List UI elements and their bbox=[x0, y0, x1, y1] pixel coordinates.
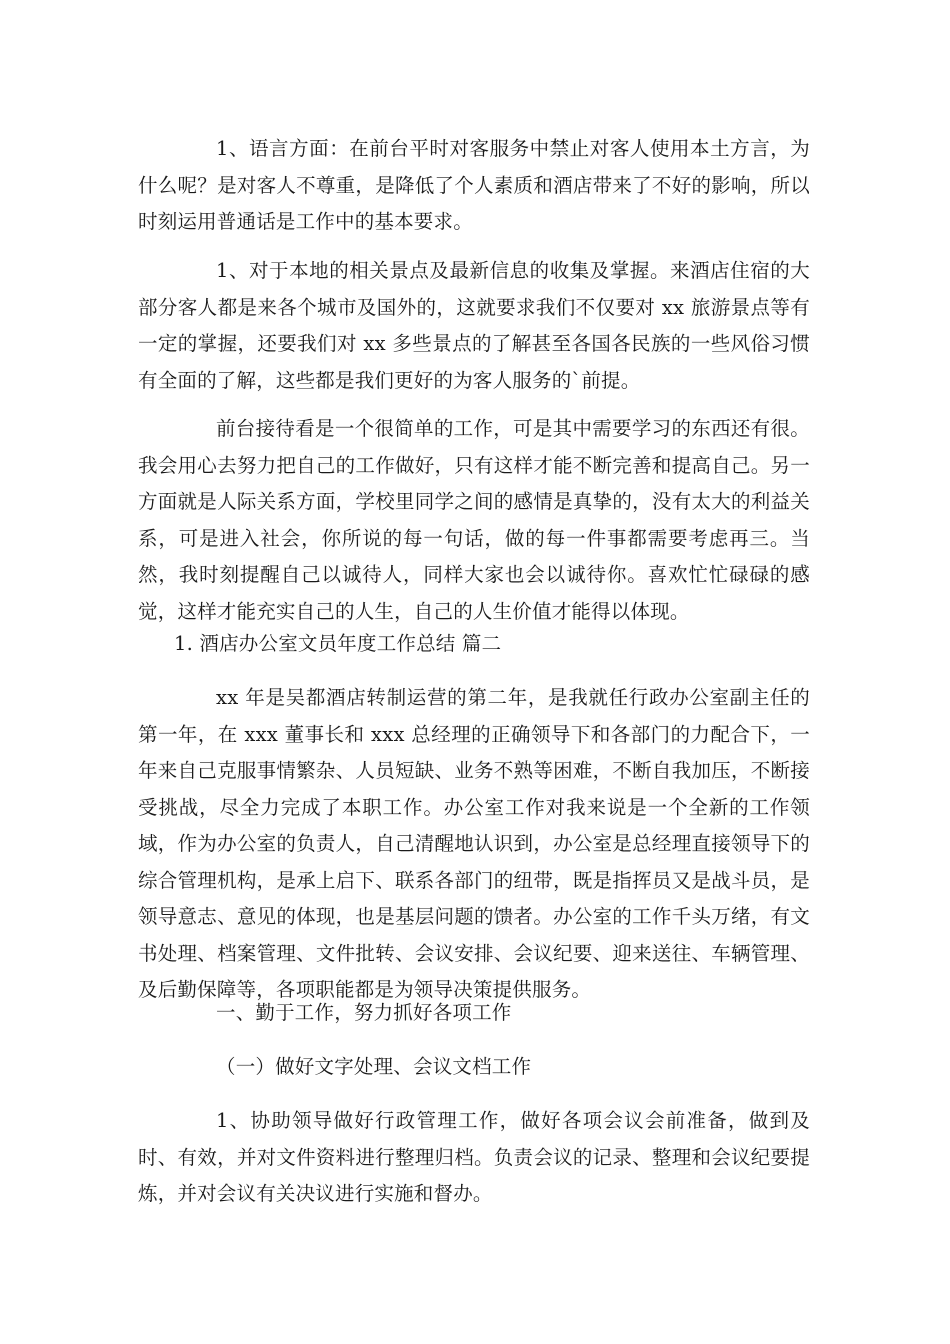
section-heading-part-two: 1. 酒店办公室文员年度工作总结 篇二 bbox=[174, 632, 502, 655]
subheading-diligent-work: 一、勤于工作，努力抓好各项工作 bbox=[216, 1001, 512, 1024]
paragraph-front-desk-reflection: 前台接待看是一个很简单的工作，可是其中需要学习的东西还有很。我会用心去努力把自己的工作做好，只有这样才能不断完善和提高自己。另一方面就是人际关系方面，学校里同学之间的感情是真挚的，没有太大的利益关系，可是进入社会，你所说的每一句话，做的每一件事都需要考虑再三。当然，我时刻提醒自己以诚待人，同样大家也会以诚待你。喜欢忙忙碌碌的感觉，这样才能充实自己的人生，自己的人生价值才能得以体现。 bbox=[138, 417, 810, 623]
paragraph-assist-leadership: 1、协助领导做好行政管理工作，做好各项会议会前准备，做到及时、有效，并对文件资料进行整理归档。负责会议的记录、整理和会议纪要提炼，并对会议有关决议进行实施和督办。 bbox=[138, 1109, 810, 1205]
paragraph-local-attractions: 1、对于本地的相关景点及最新信息的收集及掌握。来酒店住宿的大部分客人都是来各个城市及国外的，这就要求我们不仅要对 xx 旅游景点等有一定的掌握，还要我们对 xx 多些景点的了解甚至各国各民族的一些风俗习惯有全面的了解，这些都是我们更好的为客人服务的`前提。 bbox=[138, 259, 810, 392]
paragraph-office-overview: xx 年是吴都酒店转制运营的第二年，是我就任行政办公室副主任的第一年，在 xxx 董事长和 xxx 总经理的正确领导下和各部门的力配合下，一年来自己克服事情繁杂、人员短缺、业务不熟等困难，不断自我加压，不断接受挑战，尽全力完成了本职工作。办公室工作对我来说是一个全新的工作领域，作为办公室的负责人，自己清醒地认识到，办公室是总经理直接领导下的综合管理机构，是承上启下、联系各部门的纽带，既是指挥员又是战斗员，是领导意志、意见的体现，也是基层问题的馈者。办公室的工作千头万绪，有文书处理、档案管理、文件批转、会议安排、会议纪要、迎来送往、车辆管理、及后勤保障等，各项职能都是为领导决策提供服务。 bbox=[138, 686, 810, 1001]
paragraph-language: 1、语言方面：在前台平时对客服务中禁止对客人使用本土方言，为什么呢？是对客人不尊重，是降低了个人素质和酒店带来了不好的影响，所以时刻运用普通话是工作中的基本要求。 bbox=[138, 137, 810, 233]
subheading-document-processing: （一）做好文字处理、会议文档工作 bbox=[216, 1055, 532, 1078]
